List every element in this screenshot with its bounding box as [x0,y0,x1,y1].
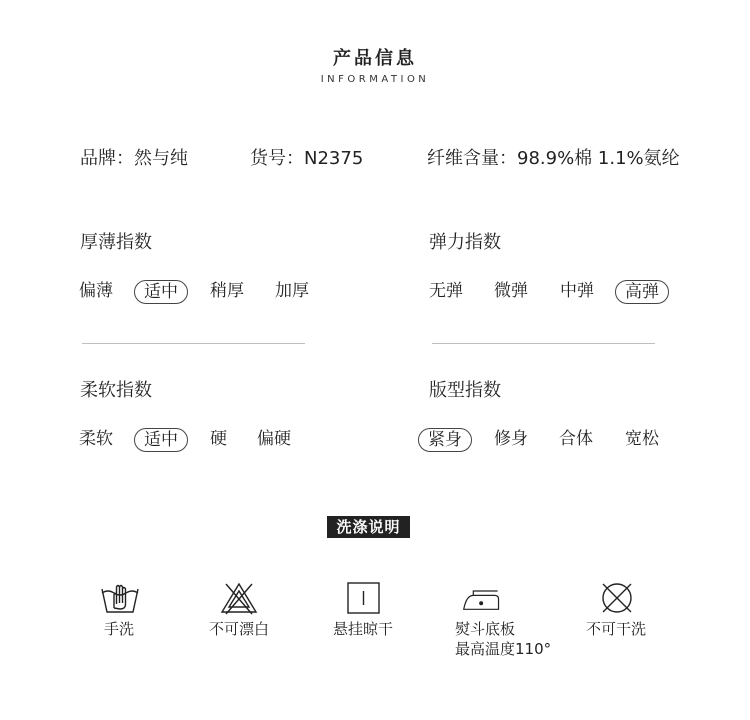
wash-instructions-title: 洗涤说明 [327,516,410,538]
line-dry-icon [344,581,384,615]
fit-option: 修身 [494,429,528,449]
no-bleach-icon [219,581,259,615]
softness-index-label: 柔软指数 [80,380,152,401]
hand-wash-icon [100,581,140,615]
no-bleach-caption: 不可漂白 [209,620,270,638]
fit-index-label: 版型指数 [429,380,501,401]
fit-option: 合体 [559,429,593,449]
elasticity-option-selected: 高弹 [615,280,669,304]
thickness-option: 稍厚 [210,281,244,301]
iron-icon [462,581,502,615]
page-title: 产品信息 [333,48,417,69]
iron-caption: 熨斗底板 [455,620,516,638]
divider [82,343,305,344]
softness-option: 偏硬 [257,429,291,449]
page-subtitle: INFORMATION [320,74,430,85]
elasticity-option: 微弹 [494,281,528,301]
thickness-option-selected: 适中 [134,280,188,304]
item-number-info: 货号：N2375 [250,148,364,169]
thickness-index-label: 厚薄指数 [80,232,152,253]
softness-option: 柔软 [79,429,113,449]
softness-option-selected: 适中 [134,428,188,452]
fiber-content-info: 纤维含量：98.9%棉 1.1%氨纶 [427,148,680,169]
line-dry-caption: 悬挂晾干 [333,620,394,638]
iron-temperature-caption: 最高温度110° [455,640,552,658]
fit-option-selected: 紧身 [418,428,472,452]
elasticity-index-label: 弹力指数 [429,232,501,253]
brand-info: 品牌：然与纯 [80,148,188,169]
thickness-option: 加厚 [275,281,309,301]
softness-option: 硬 [210,429,227,449]
no-dry-clean-caption: 不可干洗 [586,620,647,638]
no-dry-clean-icon [597,581,637,615]
fit-option: 宽松 [625,429,659,449]
divider [432,343,655,344]
elasticity-option: 无弹 [429,281,463,301]
thickness-option: 偏薄 [79,281,113,301]
elasticity-option: 中弹 [560,281,594,301]
hand-wash-caption: 手洗 [104,620,135,638]
